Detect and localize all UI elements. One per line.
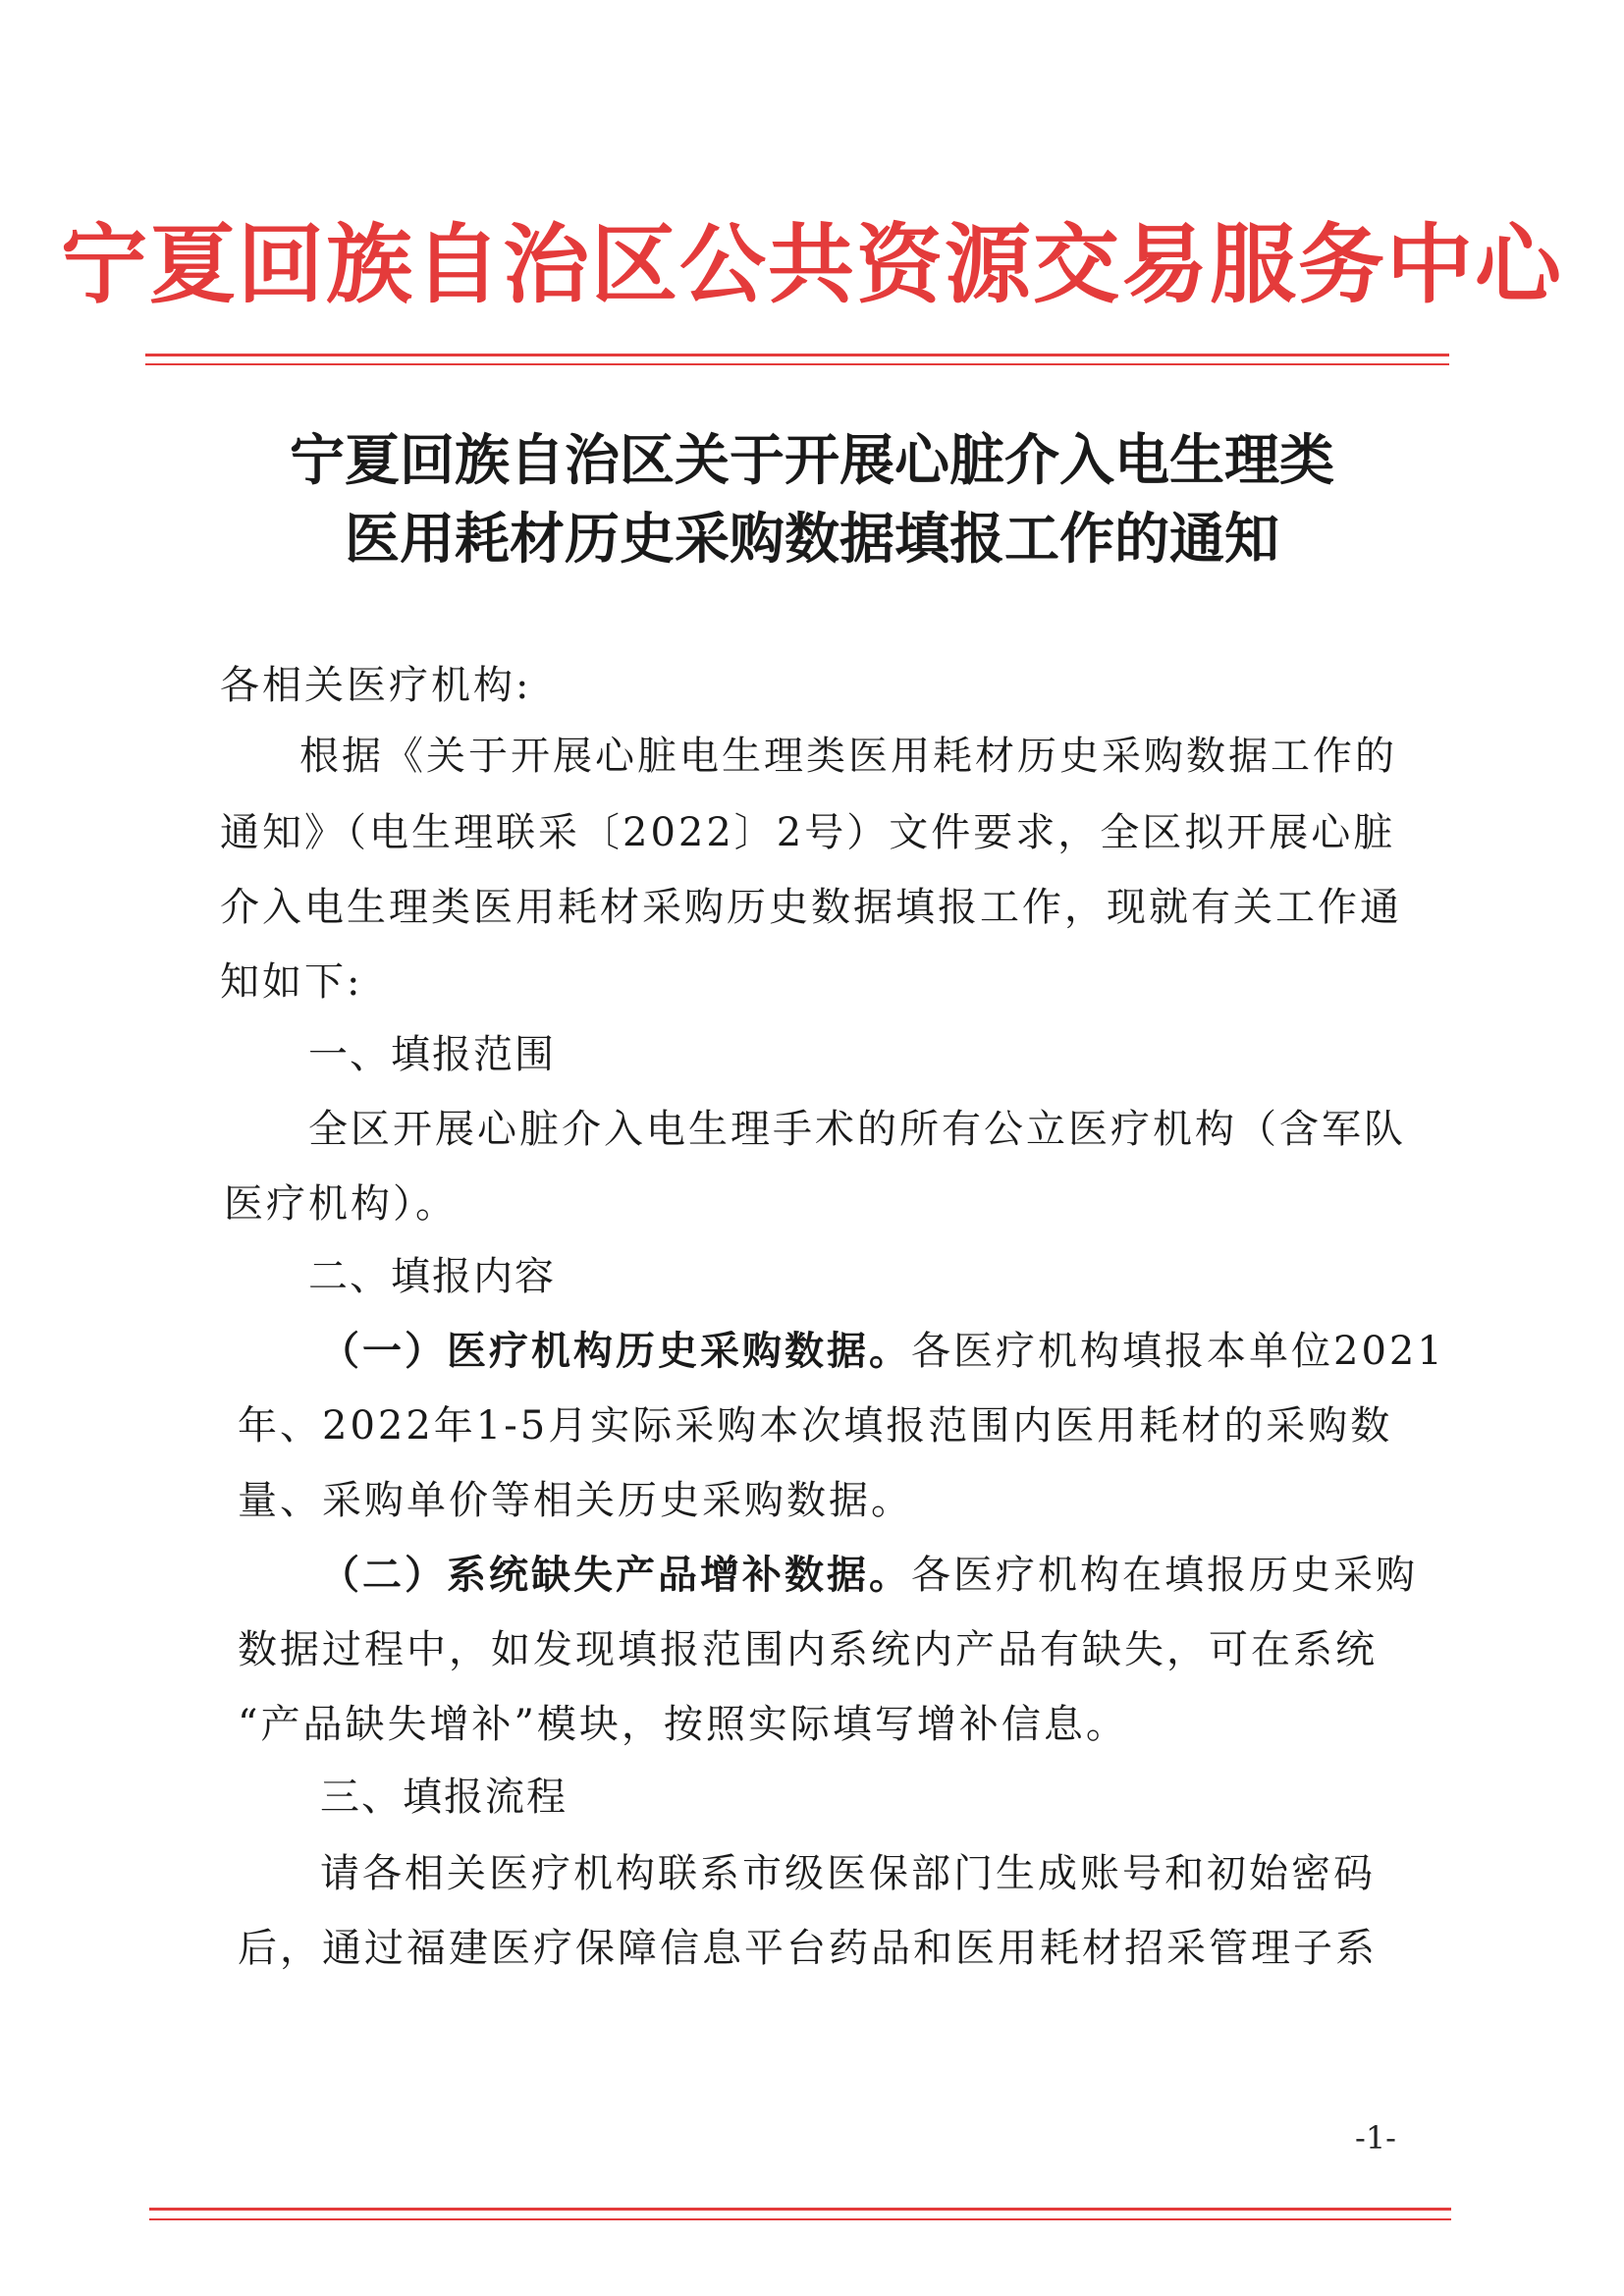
footer-rule-thick <box>149 2208 1451 2211</box>
document-title-line-1: 宁夏回族自治区关于开展心脏介入电生理类 <box>290 428 1334 493</box>
page-number: -1- <box>1355 2119 1396 2157</box>
intro-line-2: 通知》（电生理联采〔2022〕2号）文件要求，全区拟开展心脏 <box>220 810 1396 855</box>
intro-line-3: 介入电生理类医用耗材采购历史数据填报工作，现就有关工作通 <box>220 885 1402 930</box>
header-rule-thin <box>145 363 1449 365</box>
section-2-heading: 二、填报内容 <box>308 1254 556 1299</box>
section-3-line-2: 后，通过福建医疗保障信息平台药品和医用耗材招采管理子系 <box>238 1926 1378 1971</box>
intro-line-1: 根据《关于开展心脏电生理类医用耗材历史采购数据工作的 <box>299 734 1397 779</box>
section-1-line-2: 医疗机构）。 <box>224 1181 458 1227</box>
section-2-item-1-rest: 各医疗机构填报本单位2021 <box>911 1329 1445 1374</box>
document-title-line-2: 医用耗材历史采购数据填报工作的通知 <box>345 507 1279 572</box>
section-2-item-1-first-line <box>320 1324 1528 1379</box>
section-2-item-2-first-line <box>320 1548 1528 1603</box>
salutation: 各相关医疗机构: <box>220 663 532 708</box>
section-2-item-2-line-3: “产品缺失增补”模块，按照实际填写增补信息。 <box>238 1702 1128 1747</box>
footer-rule-thin <box>149 2218 1451 2220</box>
header-rule-thick <box>145 354 1449 356</box>
section-2-item-2-line-2: 数据过程中，如发现填报范围内系统内产品有缺失，可在系统 <box>238 1627 1378 1672</box>
section-2-item-2-rest: 各医疗机构在填报历史采购 <box>911 1553 1418 1598</box>
section-1-heading: 一、填报范围 <box>308 1032 556 1077</box>
section-1-line-1: 全区开展心脏介入电生理手术的所有公立医疗机构（含军队 <box>308 1107 1406 1152</box>
intro-line-4: 知如下: <box>220 959 363 1005</box>
section-3-heading: 三、填报流程 <box>320 1775 568 1820</box>
section-2-item-1-lead: （一）医疗机构历史采购数据。 <box>320 1328 911 1374</box>
section-2-item-1-line-2: 年、2022年1-5月实际采购本次填报范围内医用耗材的采购数 <box>238 1403 1393 1449</box>
section-3-line-1: 请各相关医疗机构联系市级医保部门生成账号和初始密码 <box>320 1851 1376 1896</box>
section-2-item-2-lead: （二）系统缺失产品增补数据。 <box>320 1552 911 1598</box>
section-2-item-1-line-3: 量、采购单价等相关历史采购数据。 <box>238 1478 913 1523</box>
org-header: 宁夏回族自治区公共资源交易服务中心 <box>60 213 1563 315</box>
